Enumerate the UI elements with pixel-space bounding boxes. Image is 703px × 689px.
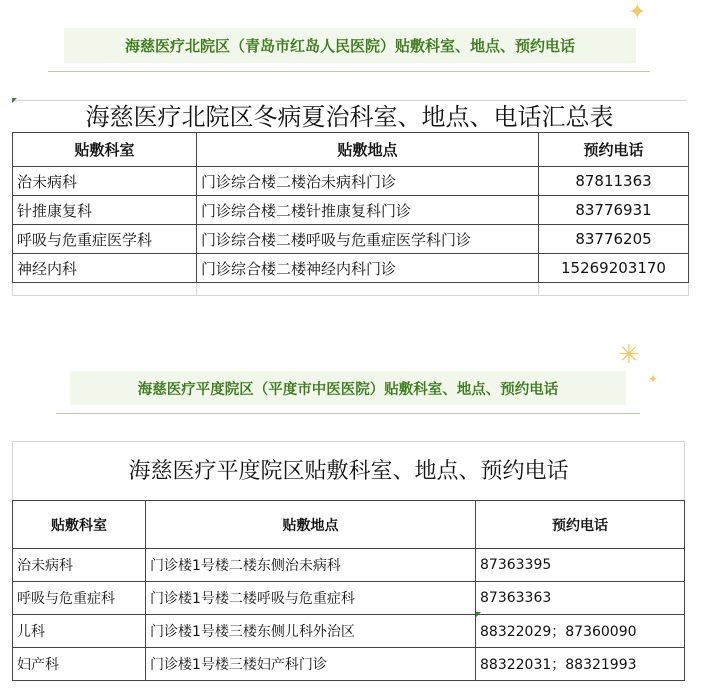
cell-location: 门诊楼1号楼二楼东侧治未病科 [146,549,476,582]
cell-department: 呼吸与危重症医学科 [13,225,197,254]
blank-cell [13,283,197,296]
cell-phone: 87363363 [476,582,685,615]
cell-phone: 83776205 [539,225,689,254]
table-row [13,615,685,648]
cell-location: 门诊楼1号楼三楼妇产科门诊 [146,648,476,681]
cell-department: 神经内科 [13,254,197,283]
cell-phone: 87363395 [476,549,685,582]
cell-department: 针推康复科 [13,196,197,225]
sparkle-icon: ✦ [648,372,659,386]
header-location: 贴敷地点 [146,501,476,549]
section1-banner-underline [48,71,650,72]
cell-location: 门诊综合楼二楼治未病科门诊 [197,167,539,196]
table-row [13,225,689,254]
cell-location: 门诊综合楼二楼呼吸与危重症医学科门诊 [197,225,539,254]
section1-table [12,132,689,296]
header-phone: 预约电话 [539,133,689,167]
section2-table [12,500,685,681]
table-row [13,549,685,582]
header-phone: 预约电话 [476,501,685,549]
table-row [13,196,689,225]
cell-location: 门诊楼1号楼三楼东侧儿科外治区 [146,615,476,648]
section1-table-title: 海慈医疗北院区冬病夏治科室、地点、电话汇总表 [12,100,687,133]
cell-location: 门诊综合楼二楼针推康复科门诊 [197,196,539,225]
blank-cell [539,283,689,296]
cell-phone: 15269203170 [539,254,689,283]
blank-row [13,283,689,296]
cell-location: 门诊楼1号楼二楼呼吸与危重症科 [146,582,476,615]
cell-phone: 83776931 [539,196,689,225]
section2-banner: 海慈医疗平度院区（平度市中医医院）贴敷科室、地点、预约电话 [70,371,626,405]
cell-phone: 87811363 [539,167,689,196]
table-row [13,254,689,283]
header-location: 贴敷地点 [197,133,539,167]
sparkle-icon: ✦ [628,0,647,25]
header-department: 贴敷科室 [13,133,197,167]
cell-phone: 88322029；87360090 [476,615,685,648]
cell-department: 妇产科 [13,648,146,681]
cell-department: 治未病科 [13,549,146,582]
table-row [13,582,685,615]
section2-table-title: 海慈医疗平度院区贴敷科室、地点、预约电话 [12,441,685,501]
cell-location: 门诊综合楼二楼神经内科门诊 [197,254,539,283]
cell-department: 呼吸与危重症科 [13,582,146,615]
table-header-row [13,501,685,549]
table-row [13,167,689,196]
section1-banner: 海慈医疗北院区（青岛市红岛人民医院）贴敷科室、地点、预约电话 [64,28,636,63]
table-header-row [13,133,689,167]
table-row [13,648,685,681]
cell-corner-marker [476,612,481,617]
cell-phone: 88322031；88321993 [476,648,685,681]
sparkle-icon: ✳ [618,340,640,370]
cell-department: 治未病科 [13,167,197,196]
header-department: 贴敷科室 [13,501,146,549]
blank-cell [197,283,539,296]
section2-banner-underline [56,413,640,414]
cell-department: 儿科 [13,615,146,648]
cell-corner-marker [12,98,17,103]
